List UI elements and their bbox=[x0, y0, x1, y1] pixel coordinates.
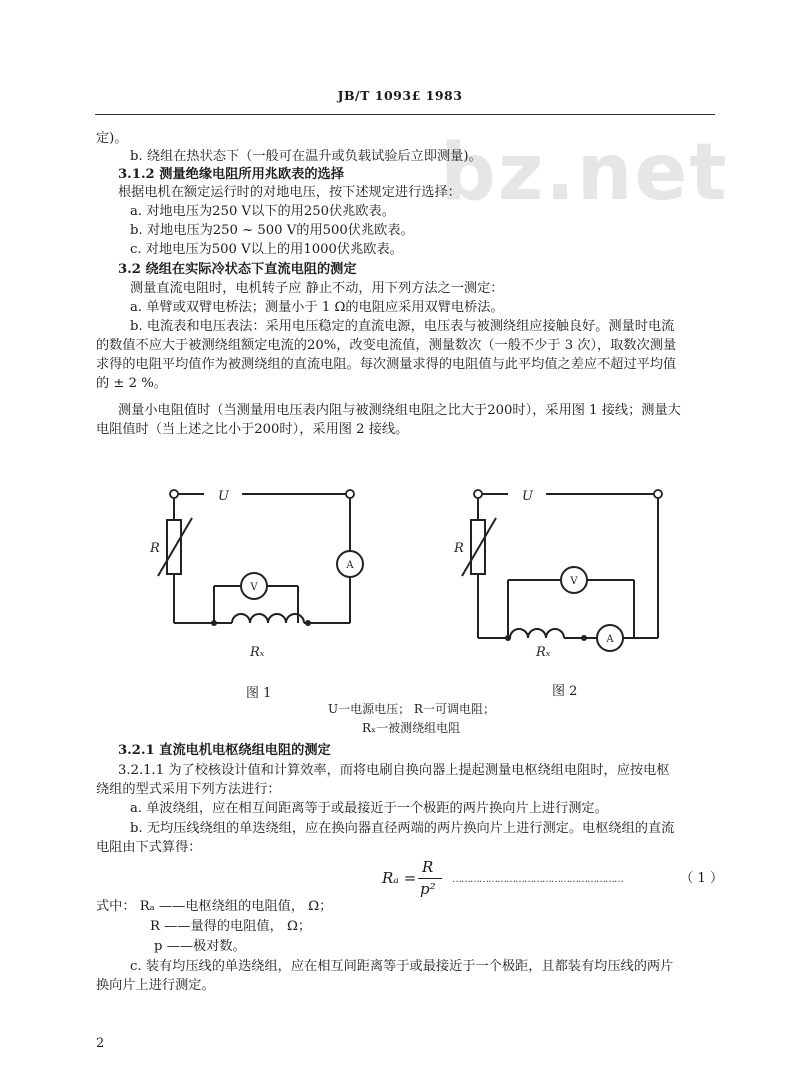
where-line: 式中： Rₐ ——电枢绕组的电阻值， Ω； bbox=[96, 899, 333, 914]
body-line: 定)。 bbox=[96, 131, 128, 146]
equation-numerator: R bbox=[422, 858, 434, 876]
fig2-rheostat-arrow bbox=[462, 518, 496, 576]
fig2-junction bbox=[581, 635, 587, 641]
fig2-voltmeter-label: V bbox=[570, 576, 578, 587]
body-line: 测量小电阻值时（当测量用电压表内阻与被测绕组电阻之比大于200时），采用图 1 接线；测量大 bbox=[118, 403, 681, 418]
watermark: bz.net bbox=[440, 128, 729, 218]
list-item: a. 单臂或双臂电桥法；测量小于 1 Ω的电阻应采用双臂电桥法。 bbox=[130, 300, 504, 315]
equation-denominator: p² bbox=[420, 880, 436, 898]
equation-leader-dots: ………………………………………………… bbox=[452, 874, 623, 885]
equation-lhs: Rₐ = bbox=[382, 869, 417, 887]
fig1-rheostat-arrow bbox=[158, 518, 192, 576]
body-line: 求得的电阻平均值作为被测绕组的直流电阻。每次测量求得的电阻值与此平均值之差应不超过平均值 bbox=[96, 357, 677, 372]
page-number: 2 bbox=[96, 1036, 105, 1051]
body-line: 绕组的型式采用下列方法进行： bbox=[96, 782, 281, 797]
figure-legend-line1: U一电源电压； R一可调电阻； bbox=[328, 702, 495, 716]
body-line: b. 绕组在热状态下（一般可在温升或负载试验后立即测量)。 bbox=[130, 149, 482, 164]
fig2-label-U: U bbox=[522, 489, 533, 504]
section-heading: 3.2 绕组在实际冷状态下直流电阻的测定 bbox=[118, 262, 357, 277]
body-line: 的数值不应大于被测绕组额定电流的20%，改变电流值，测量数次（一般不少于 3 次），取数次测量 bbox=[96, 338, 677, 353]
fig1-label-Rx: Rₓ bbox=[250, 645, 265, 660]
fig1-junction bbox=[305, 620, 311, 626]
list-item: c. 装有均压线的单迭绕组，应在相互间距离等于或最接近于一个极距，且都装有均压线的两片 bbox=[130, 959, 674, 974]
fig2-terminal bbox=[654, 490, 662, 498]
fig2-label-R: R bbox=[454, 541, 464, 556]
list-item: a. 对地电压为250 V以下的用250伏兆欧表。 bbox=[130, 204, 395, 219]
header-rule bbox=[95, 114, 715, 115]
fraction-bar bbox=[418, 878, 442, 879]
body-line: 测量直流电阻时，电机转子应 静止不动，用下列方法之一测定： bbox=[130, 281, 504, 296]
body-line: 3.2.1.1 为了校核设计值和计算效率，而将电刷自换向器上提起测量电枢绕组电阻时，应按电枢 bbox=[118, 763, 670, 778]
body-line: 电阻值时（当上述之比小于200时），采用图 2 接线。 bbox=[96, 422, 409, 437]
document-code-header: JB/T 1093£ 1983 bbox=[337, 88, 463, 103]
fig2-winding-coil bbox=[510, 629, 564, 638]
body-line: 换向片上进行测定。 bbox=[96, 978, 215, 993]
section-heading: 3.2.1 直流电机电枢绕组电阻的测定 bbox=[118, 743, 331, 758]
fig1-terminal bbox=[170, 490, 178, 498]
body-line: 电阻由下式算得： bbox=[96, 840, 202, 855]
list-item: b. 无均压线绕组的单迭绕组，应在换向器直径两端的两片换向片上进行测定。电枢绕组的直流 bbox=[130, 821, 675, 836]
fig2-ammeter-label: A bbox=[606, 634, 614, 645]
equation-number: （ 1 ） bbox=[680, 871, 724, 886]
figure1-caption: 图 1 bbox=[246, 686, 272, 701]
figure2-caption: 图 2 bbox=[552, 684, 578, 699]
figure-legend-line2: Rₓ一被测绕组电阻 bbox=[362, 721, 461, 735]
fig1-voltmeter-label: V bbox=[250, 582, 258, 593]
fig1-junction bbox=[211, 620, 217, 626]
fig2-terminal bbox=[474, 490, 482, 498]
fig1-winding-coil bbox=[232, 614, 304, 623]
fig2-label-Rx: Rₓ bbox=[536, 645, 551, 660]
list-item: b. 对地电压为250 ~ 500 V的用500伏兆欧表。 bbox=[130, 223, 414, 238]
fig1-terminal bbox=[346, 490, 354, 498]
list-item: a. 单波绕组，应在相互间距离等于或最接近于一个极距的两片换向片上进行测定。 bbox=[130, 801, 608, 816]
fig1-label-U: U bbox=[218, 489, 229, 504]
body-line: 的 ± 2 %。 bbox=[96, 376, 167, 391]
where-line: p ——极对数。 bbox=[154, 939, 246, 954]
fig2-junction bbox=[505, 635, 511, 641]
list-item: c. 对地电压为500 V以上的用1000伏兆欧表。 bbox=[130, 242, 403, 257]
fig1-ammeter-label: A bbox=[346, 560, 354, 571]
body-line: 根据电机在额定运行时的对地电压，按下述规定进行选择： bbox=[118, 185, 461, 200]
fig1-label-R: R bbox=[150, 541, 160, 556]
where-line: R ——量得的电阻值， Ω； bbox=[150, 919, 312, 934]
section-heading: 3.1.2 测量绝缘电阻所用兆欧表的选择 bbox=[118, 167, 344, 182]
list-item: b. 电流表和电压表法：采用电压稳定的直流电源，电压表与被测绕组应接触良好。测量时电流 bbox=[130, 319, 675, 334]
circuit-figures bbox=[0, 480, 800, 700]
